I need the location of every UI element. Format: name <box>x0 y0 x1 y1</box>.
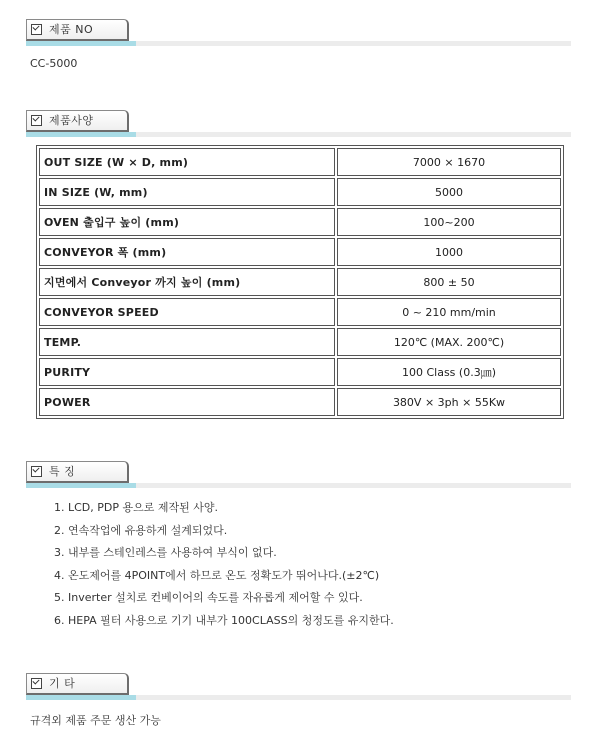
tab-features <box>26 461 129 483</box>
list-item: 6. HEPA 필터 사용으로 기기 내부가 100CLASS의 청정도를 유지한다. <box>54 613 394 627</box>
tab-etc <box>26 673 129 695</box>
spec-key: OVEN 출입구 높이 (mm) <box>39 208 335 236</box>
table-row <box>39 178 561 206</box>
section-header-product-no <box>26 19 571 47</box>
section-header-specs <box>26 110 571 138</box>
section-title: 제품 NO <box>49 23 94 36</box>
divider-accent <box>26 695 136 700</box>
table-row <box>39 238 561 266</box>
table-row <box>39 328 561 356</box>
spec-key: TEMP. <box>39 328 335 356</box>
table-row <box>39 388 561 416</box>
spec-value: 100~200 <box>337 208 561 236</box>
spec-key: CONVEYOR 폭 (mm) <box>39 238 335 266</box>
spec-key: OUT SIZE (W × D, mm) <box>39 148 335 176</box>
checkbox-icon <box>31 678 42 689</box>
list-item: 2. 연속작업에 유용하게 설계되었다. <box>54 523 228 537</box>
section-header-features <box>26 461 571 489</box>
divider-bar <box>26 483 571 488</box>
spec-value: 7000 × 1670 <box>337 148 561 176</box>
checkbox-icon <box>31 466 42 477</box>
divider-accent <box>26 41 136 46</box>
list-item: 1. LCD, PDP 용으로 제작된 사양. <box>54 501 218 514</box>
section-header-etc <box>26 673 571 701</box>
feature-list <box>40 497 394 632</box>
list-item: 5. Inverter 설치로 컨베이어의 속도를 자유롭게 제어할 수 있다. <box>54 591 363 604</box>
table-row <box>39 148 561 176</box>
spec-value: 120℃ (MAX. 200℃) <box>337 328 561 356</box>
divider-bar <box>26 695 571 700</box>
divider-bar <box>26 41 571 46</box>
section-title: 제품사양 <box>49 114 94 127</box>
spec-key: CONVEYOR SPEED <box>39 298 335 326</box>
spec-table <box>36 145 564 419</box>
spec-key: 지면에서 Conveyor 까지 높이 (mm) <box>39 268 335 296</box>
section-title: 기 타 <box>49 677 76 690</box>
divider-bar <box>26 132 571 137</box>
etc-note: 규격외 제품 주문 생산 가능 <box>30 714 161 727</box>
tab-product-no <box>26 19 129 41</box>
spec-value: 5000 <box>337 178 561 206</box>
spec-key: PURITY <box>39 358 335 386</box>
spec-value: 800 ± 50 <box>337 268 561 296</box>
spec-value: 380V × 3ph × 55Kw <box>337 388 561 416</box>
tab-specs <box>26 110 129 132</box>
spec-key: IN SIZE (W, mm) <box>39 178 335 206</box>
table-row <box>39 268 561 296</box>
divider-accent <box>26 132 136 137</box>
spec-key: POWER <box>39 388 335 416</box>
table-row <box>39 298 561 326</box>
spec-value: 1000 <box>337 238 561 266</box>
checkbox-icon <box>31 115 42 126</box>
list-item: 3. 내부를 스테인레스를 사용하여 부식이 없다. <box>54 546 277 559</box>
checkbox-icon <box>31 24 42 35</box>
divider-accent <box>26 483 136 488</box>
list-item: 4. 온도제어를 4POINT에서 하므로 온도 정확도가 뛰어나다.(±2℃) <box>54 568 380 582</box>
product-number: CC-5000 <box>30 57 78 70</box>
table-row <box>39 358 561 386</box>
spec-value: 100 Class (0.3㎛) <box>337 358 561 386</box>
section-title: 특 징 <box>49 465 76 478</box>
spec-value: 0 ~ 210 mm/min <box>337 298 561 326</box>
table-row <box>39 208 561 236</box>
